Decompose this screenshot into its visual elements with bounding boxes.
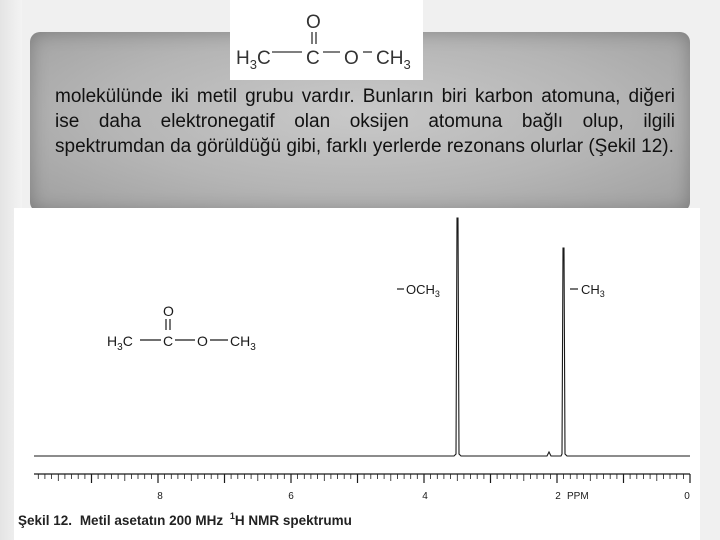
formula-left-group: $H_3C$: [236, 48, 271, 72]
tick-label-0: 0: [684, 491, 690, 502]
nmr-spectrum-figure: [14, 208, 700, 540]
axis-unit-label: PPM: [567, 491, 589, 502]
structure-center-c: C: [163, 333, 174, 349]
structure-right-group: $CH_3$: [230, 333, 256, 353]
tick-label-4: 4: [422, 491, 428, 502]
structure-carbonyl-o: O: [163, 303, 174, 319]
structure-left-group: $H_3C$: [107, 333, 133, 353]
formula-carbonyl-o: O: [306, 12, 321, 33]
tick-label-6: 6: [288, 491, 294, 502]
figure-caption: Şekil 12. Metil asetatın 200 MHz $^1$H NMR spektrumu: [18, 511, 352, 528]
header-formula: [230, 0, 423, 80]
peak-label-och3: $OCH_3$: [406, 282, 440, 299]
peak-label-ch3: $CH_3$: [581, 282, 605, 299]
axis-minor-ticks: [38, 474, 683, 481]
explanation-paragraph: molekülünde iki metil grubu vardır. Bunların biri karbon atomuna, diğeri ise daha elektronegatif olan oksijen atomuna bağlı olup, ilgili spektrumdan da görüldüğü gibi, farklı yerlerde rezonans olurlar (Şekil 12).: [55, 86, 675, 157]
formula-center-c: C: [306, 48, 320, 69]
formula-ether-o: O: [344, 48, 359, 69]
structure-ether-o: O: [197, 333, 208, 349]
formula-right-group: $CH_3$: [376, 48, 411, 72]
tick-label-2: 2: [555, 491, 561, 502]
tick-label-8: 8: [157, 491, 163, 502]
